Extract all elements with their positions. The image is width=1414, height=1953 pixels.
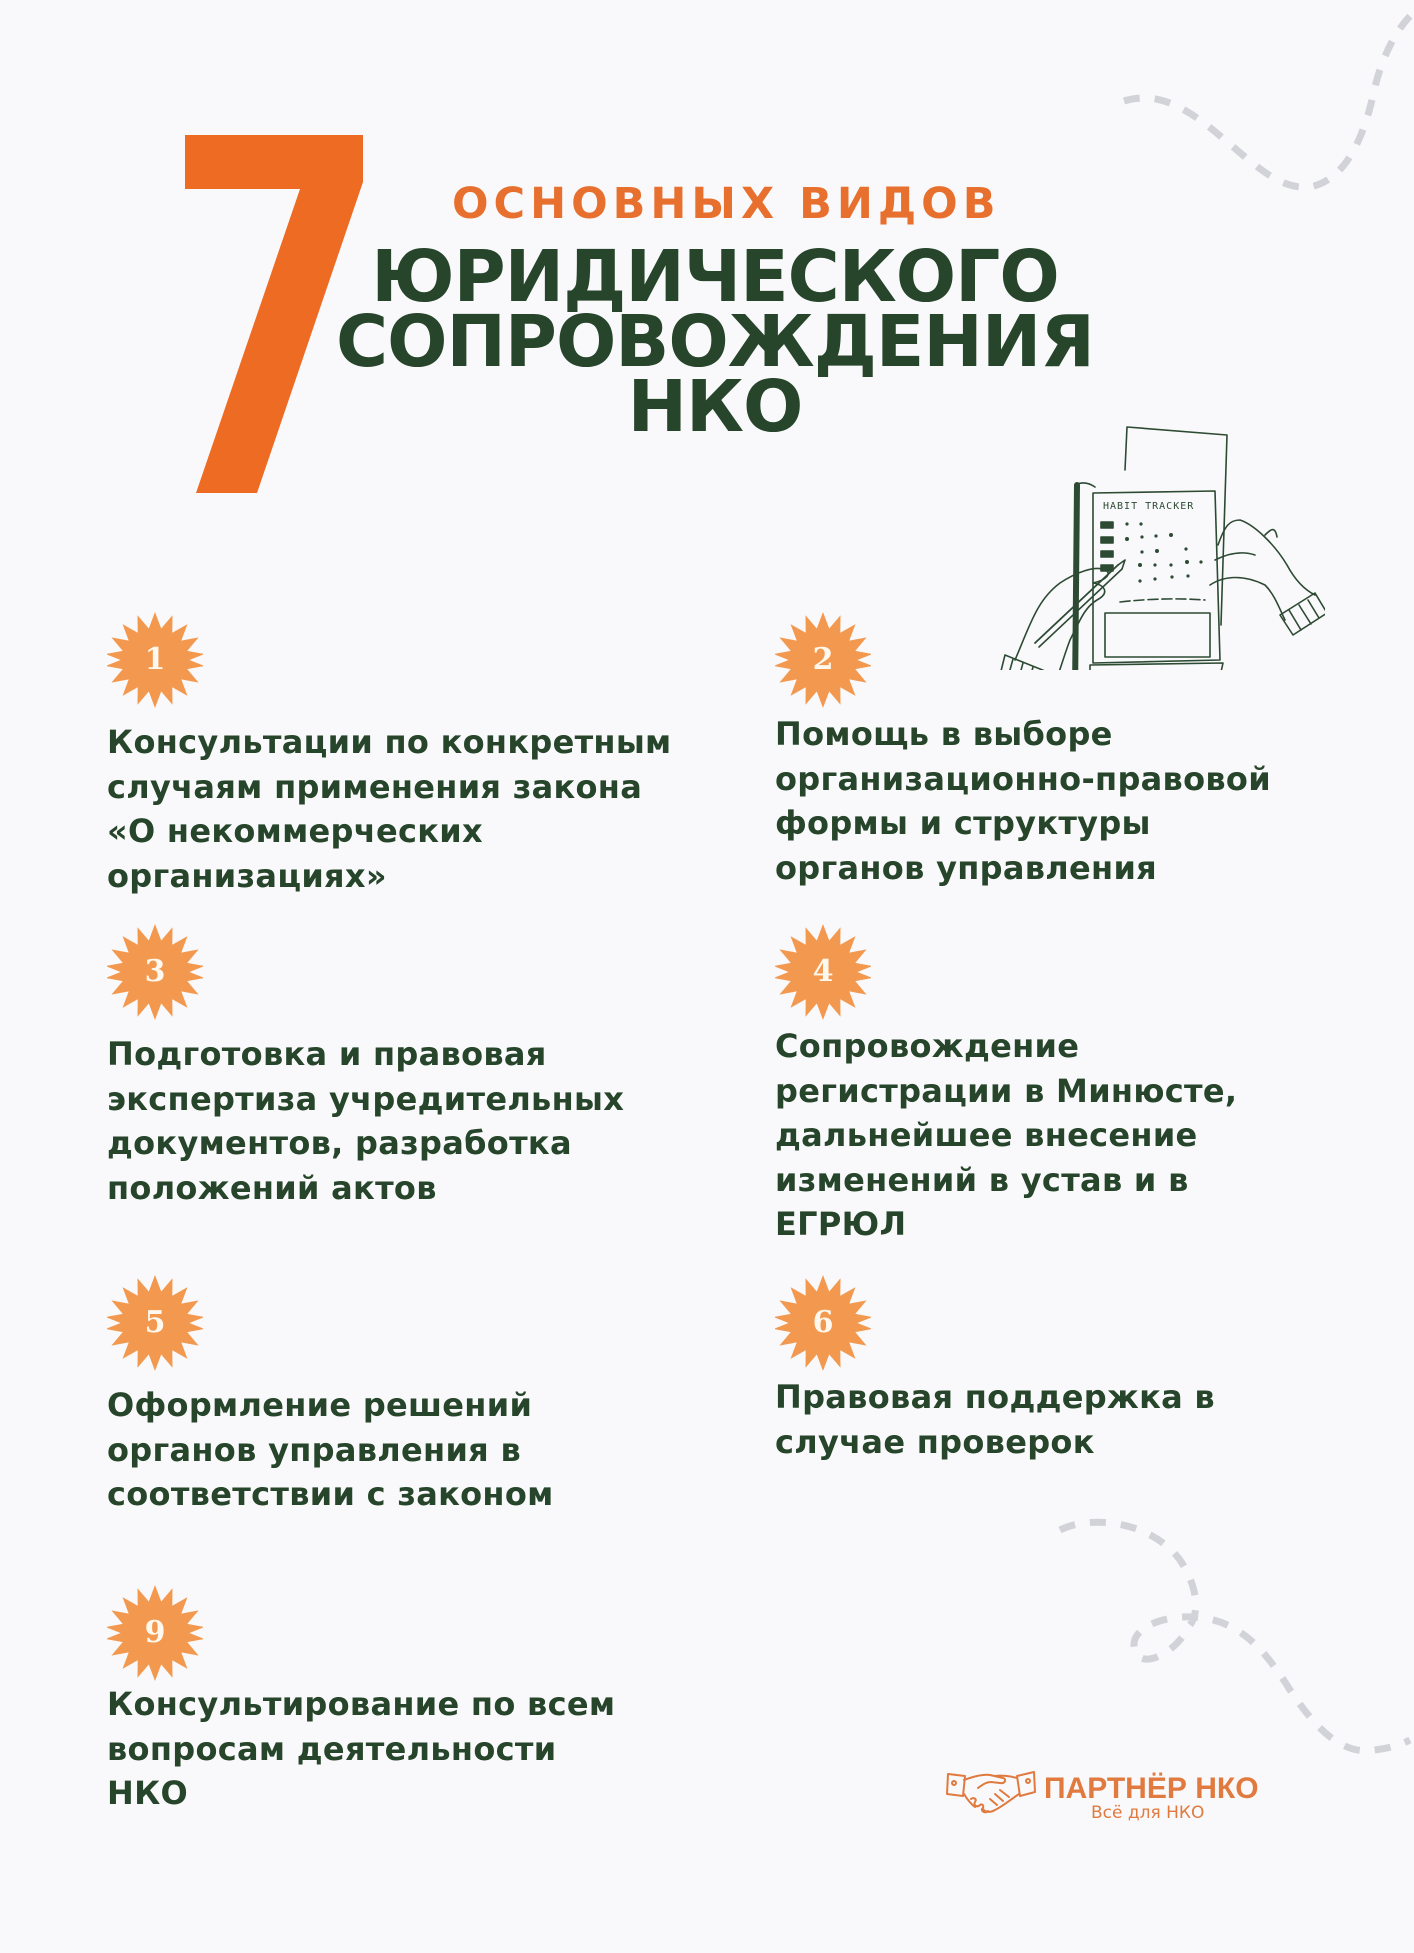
number-badge [775, 612, 871, 708]
item-line: органов управления в [107, 1430, 522, 1469]
badge-number: 4 [812, 954, 834, 989]
item-line: формы и структуры [775, 804, 1151, 842]
logo-name: ПАРТНЁР НКО [1044, 1772, 1259, 1805]
item-line: дальнейшее внесение [775, 1116, 1198, 1154]
item-line: экспертиза учредительных [107, 1079, 625, 1118]
item-line: Помощь в выборе [775, 715, 1113, 753]
badge-number: 5 [144, 1305, 166, 1340]
bottom-dashed-curve [1060, 1522, 1410, 1751]
item-line: организационно-правовой [775, 759, 1271, 798]
item-line: Консультирование по всем [107, 1685, 616, 1723]
number-badge [107, 612, 203, 708]
number-badge [107, 924, 203, 1020]
item-description [775, 712, 1271, 890]
item-line: документов, разработка [107, 1124, 572, 1162]
number-badge [107, 1275, 203, 1371]
item-line: регистрации в Минюсте, [775, 1071, 1238, 1110]
item-line: положений актов [107, 1168, 437, 1207]
item-description [107, 1682, 615, 1816]
item-line: организациях» [107, 856, 387, 895]
item-description [107, 1383, 554, 1517]
subtitle: ОСНОВНЫХ ВИДОВ [452, 179, 1001, 229]
number-badge [107, 1585, 203, 1681]
title-line: СОПРОВОЖДЕНИЯ [336, 300, 1094, 383]
number-badge [775, 924, 871, 1020]
page-title [320, 235, 1110, 448]
badge-number: 2 [812, 642, 834, 677]
item-line: вопросам деятельности [107, 1729, 557, 1768]
item-line: органов управления [775, 848, 1158, 887]
item-description [107, 720, 672, 898]
item-line: Правовая поддержка в [775, 1378, 1215, 1416]
item-description [775, 1024, 1237, 1247]
number-badge [775, 1275, 871, 1371]
habit-tracker-illustration-icon [975, 425, 1325, 670]
title-line: НКО [627, 365, 803, 448]
top-dashed-curve [1124, 12, 1414, 187]
badge-number: 6 [812, 1305, 834, 1340]
item-line: Консультации по конкретным [107, 723, 672, 761]
title-line: ЮРИДИЧЕСКОГО [371, 235, 1059, 318]
badge-number: 9 [144, 1615, 166, 1650]
item-line: случаям применения закона [107, 767, 643, 806]
badge-number: 3 [144, 954, 166, 989]
badge-number: 1 [144, 642, 166, 677]
item-line: случае проверок [775, 1422, 1095, 1461]
svg-text:HABIT TRACKER: HABIT TRACKER [1103, 501, 1195, 512]
handshake-icon [945, 1766, 1037, 1822]
item-line: ЕГРЮЛ [775, 1205, 907, 1243]
item-line: изменений в устав и в [775, 1160, 1189, 1199]
item-line: соответствии с законом [107, 1475, 554, 1513]
item-line: Оформление решений [107, 1386, 533, 1424]
item-line: НКО [107, 1774, 189, 1812]
item-line: Подготовка и правовая [107, 1035, 547, 1073]
item-line: «О некоммерческих [107, 812, 483, 850]
logo-tagline: Всё для НКО [1091, 1803, 1205, 1823]
item-line: Сопровождение [775, 1027, 1080, 1065]
brand-logo [945, 1762, 1275, 1826]
item-description [775, 1375, 1215, 1464]
item-description [107, 1032, 624, 1210]
